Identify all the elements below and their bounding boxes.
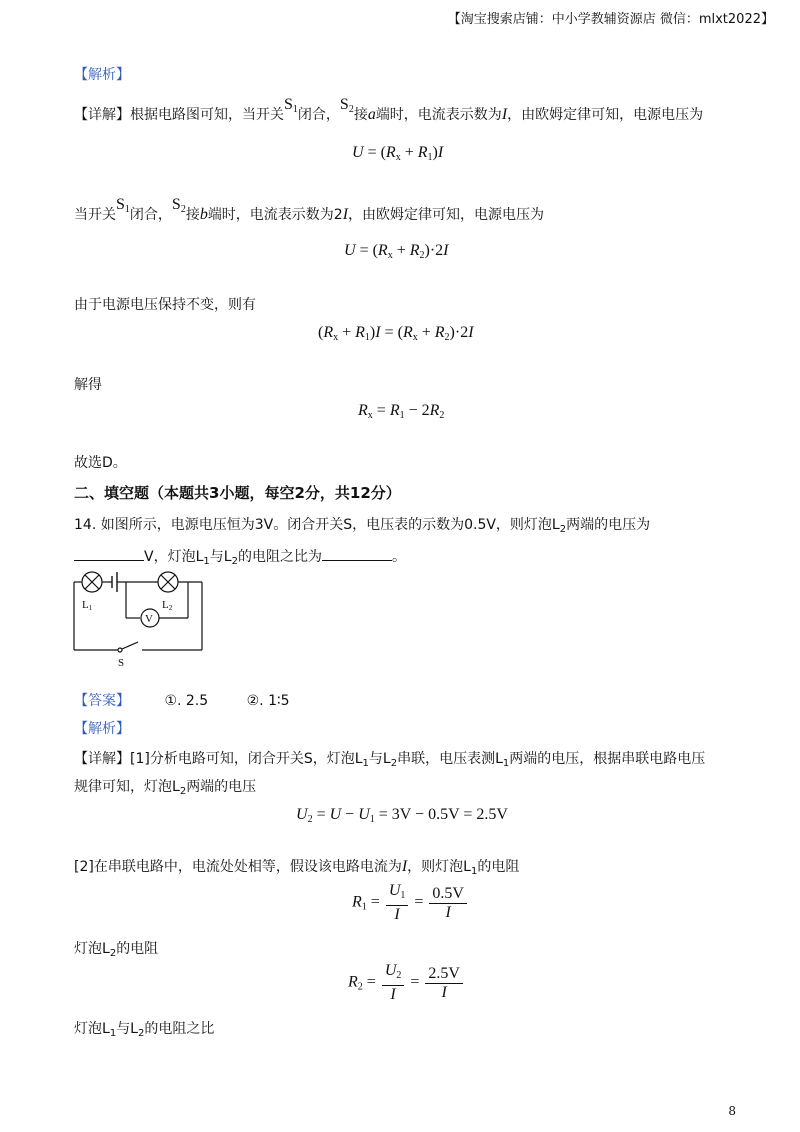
answer-blank-2[interactable] <box>322 548 392 561</box>
answer-line <box>74 690 290 710</box>
q14-detail-2: 规律可知，灯泡$L_2$两端的电压 <box>74 779 257 797</box>
formula-equality: $(R_x + R_1)I = (R_x + R_2)\cdot 2I$ <box>318 324 474 343</box>
q14-detail-3: [2]在串联电路中，电流处处相等，假设该电路电流为I，则灯泡$L_1$的电阻 <box>74 858 520 877</box>
circuit-diagram <box>66 566 216 670</box>
formula-rx: $R_x = R_1 - 2R_2$ <box>358 402 445 421</box>
lamp-l2-label: L2 <box>162 599 173 612</box>
q14-detail-5: 灯泡$L_1$与$L_2$的电阻之比 <box>74 1021 215 1039</box>
q13-paragraph-4: 解得 <box>74 377 102 393</box>
q13-paragraph-5: 故选D。 <box>74 455 127 471</box>
answer-blank-1[interactable] <box>74 548 144 561</box>
detail-label-2: 【详解】 <box>74 751 130 767</box>
jiexi-label: 【解析】 <box>74 67 130 83</box>
formula-u-2: $U = (R_x + R_2)\cdot 2I$ <box>344 242 449 261</box>
formula-r2: $R_2$ = $\frac{U_2}{I}$ = $\frac{2.5V}{I}$ <box>348 962 465 1004</box>
answer-1: ①. 2.5 <box>164 693 209 709</box>
answer-2: ②. 1∶5 <box>246 693 290 709</box>
detail-label: 【详解】 <box>74 107 130 123</box>
page-number: 8 <box>728 1104 736 1118</box>
jiexi-label-2: 【解析】 <box>74 721 130 737</box>
formula-r1: $R_1$ = $\frac{U_1}{I}$ = $\frac{0.5V}{I}$ <box>352 882 469 924</box>
section-title: 二、填空题（本题共3小题，每空2分，共12分） <box>74 484 401 502</box>
q14-text-line-2: V，灯泡$L_1$与$L_2$的电阻之比为 。 <box>74 546 406 567</box>
q14-detail-4: 灯泡$L_2$的电阻 <box>74 941 159 959</box>
formula-u-1: $U = (R_x + R_1)I$ <box>352 144 444 163</box>
formula-u2: $U_2 = U - U_1 = 3V - 0.5V = 2.5V$ <box>296 806 508 825</box>
q14-text-line-1: 14. 如图所示，电源电压恒为3V。闭合开关S，电压表的示数为0.5V，则灯泡$L_2$两端的电压为 <box>74 517 651 535</box>
lamp-l1-label: L1 <box>82 599 93 612</box>
switch-label: S <box>118 657 125 669</box>
q14-detail-1: 【详解】[1]分析电路可知，闭合开关S，灯泡$L_1$与$L_2$串联，电压表测$L_1$两端的电压，根据串联电路电压 <box>74 751 706 769</box>
page-header: 【淘宝搜索店铺：中小学教辅资源店 微信：mlxt2022】 <box>447 12 774 27</box>
q13-paragraph-3: 由于电源电压保持不变，则有 <box>74 297 256 313</box>
q13-paragraph-2: 当开关$S_1$闭合，$S_2$接b端时，电流表示数为2I，由欧姆定律可知，电源电压为 <box>74 196 545 223</box>
answer-label: 【答案】 <box>74 693 130 709</box>
q13-paragraph-1: 【详解】根据电路图可知，当开关$S_1$闭合，$S_2$接a端时，电流表示数为I，由欧姆定律可知，电源电压为 <box>74 96 704 123</box>
voltmeter-label: V <box>145 613 153 625</box>
